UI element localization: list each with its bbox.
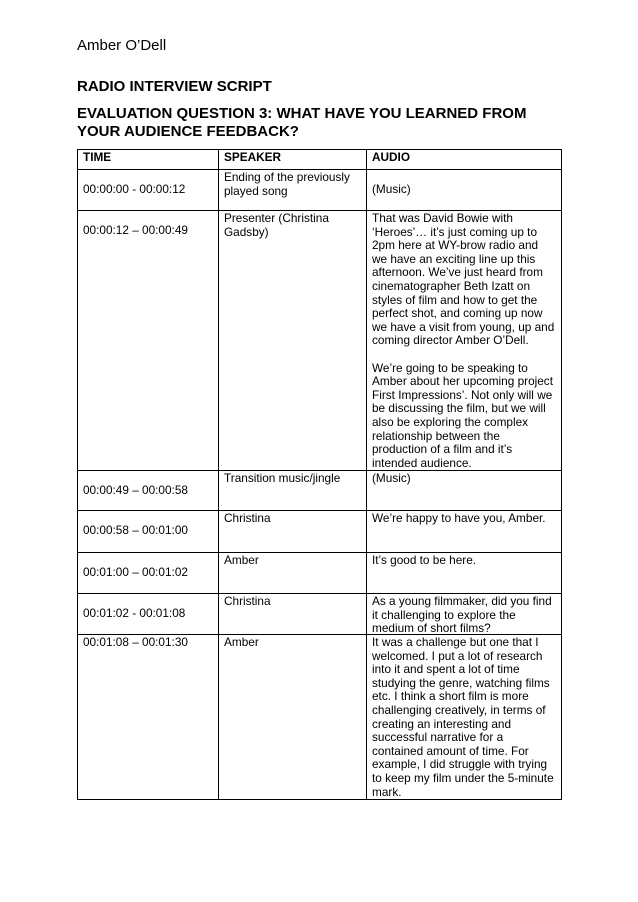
audio-cell: (Music) — [367, 471, 562, 511]
table-header-time: TIME — [78, 150, 219, 170]
speaker-cell: Transition music/jingle — [219, 471, 367, 511]
time-cell: 00:01:02 - 00:01:08 — [78, 594, 219, 635]
speaker-cell: Ending of the previously played song — [219, 170, 367, 211]
speaker-cell: Amber — [219, 553, 367, 594]
table-header-speaker: SPEAKER — [219, 150, 367, 170]
speaker-cell: Christina — [219, 511, 367, 553]
audio-cell: It’s good to be here. — [367, 553, 562, 594]
script-table — [77, 149, 562, 800]
time-cell: 00:00:49 – 00:00:58 — [78, 471, 219, 511]
time-cell: 00:00:00 - 00:00:12 — [78, 170, 219, 211]
speaker-cell: Amber — [219, 635, 367, 800]
audio-cell: That was David Bowie with ‘Heroes’… it’s just coming up to 2pm here at WY-brow radio and we have an exciting line up this afternoon. We’ve just heard from cinematographer Beth Izatt on styles of film and how to get the perfect shot, and coming up now we have a visit from young, up and coming director Amber O’Dell. We’re going to be speaking to Amber about her upcoming project First Impressions’. Not only will we be discussing the film, but we will also be exploring the complex relationship between the production of a film and it’s intended audience. — [367, 211, 562, 471]
speaker-cell: Christina — [219, 594, 367, 635]
question-heading-line: YOUR AUDIENCE FEEDBACK? — [77, 123, 299, 140]
time-cell: 00:00:12 – 00:00:49 — [78, 211, 219, 471]
audio-cell: We’re happy to have you, Amber. — [367, 511, 562, 553]
time-cell: 00:00:58 – 00:01:00 — [78, 511, 219, 553]
audio-cell: As a young filmmaker, did you find it challenging to explore the medium of short films? — [367, 594, 562, 635]
audio-cell: It was a challenge but one that I welcomed. I put a lot of research into it and spent a lot of time studying the genre, watching films etc. I think a short film is more challenging creatively, in terms of creating an interesting and successful narrative for a contained amount of time. For example, I did struggle with trying to keep my film under the 5-minute mark. — [367, 635, 562, 800]
time-cell: 00:01:08 – 00:01:30 — [78, 635, 219, 800]
table-header-audio: AUDIO — [367, 150, 562, 170]
audio-cell: (Music) — [367, 170, 562, 211]
speaker-cell: Presenter (Christina Gadsby) — [219, 211, 367, 471]
question-heading — [77, 105, 526, 141]
document-title: RADIO INTERVIEW SCRIPT — [77, 78, 272, 95]
page-header-name: Amber O’Dell — [77, 37, 167, 54]
time-cell: 00:01:00 – 00:01:02 — [78, 553, 219, 594]
question-heading-line: EVALUATION QUESTION 3: WHAT HAVE YOU LEARNED FROM — [77, 105, 527, 122]
